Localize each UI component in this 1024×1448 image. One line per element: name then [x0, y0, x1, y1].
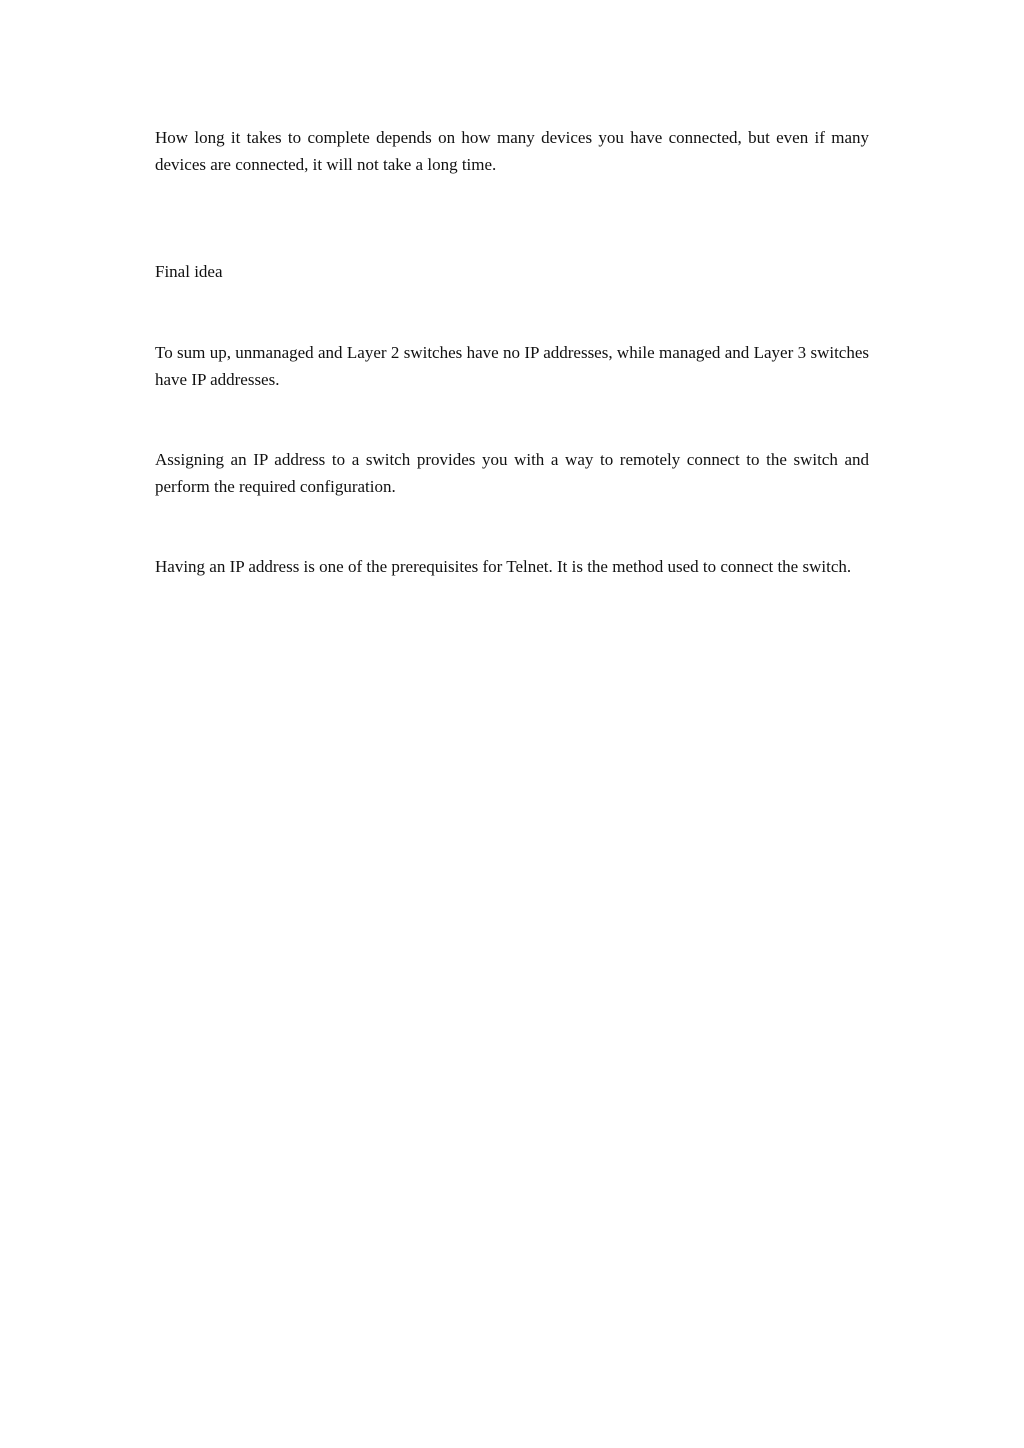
paragraph-ip-assignment: Assigning an IP address to a switch provides you with a way to remotely connect to the switch and perform the required configuration. — [155, 450, 869, 496]
section-heading: Final idea — [155, 262, 223, 281]
paragraph-completion-time: How long it takes to complete depends on how many devices you have connected, but even if many devices are connected, it will not take a long time. — [155, 128, 869, 174]
paragraph-telnet: Having an IP address is one of the prerequisites for Telnet. It is the method used to connect the switch. — [155, 557, 852, 576]
paragraph-summary: To sum up, unmanaged and Layer 2 switches have no IP addresses, while managed and Layer 3 switches have IP addresses. — [155, 343, 869, 389]
